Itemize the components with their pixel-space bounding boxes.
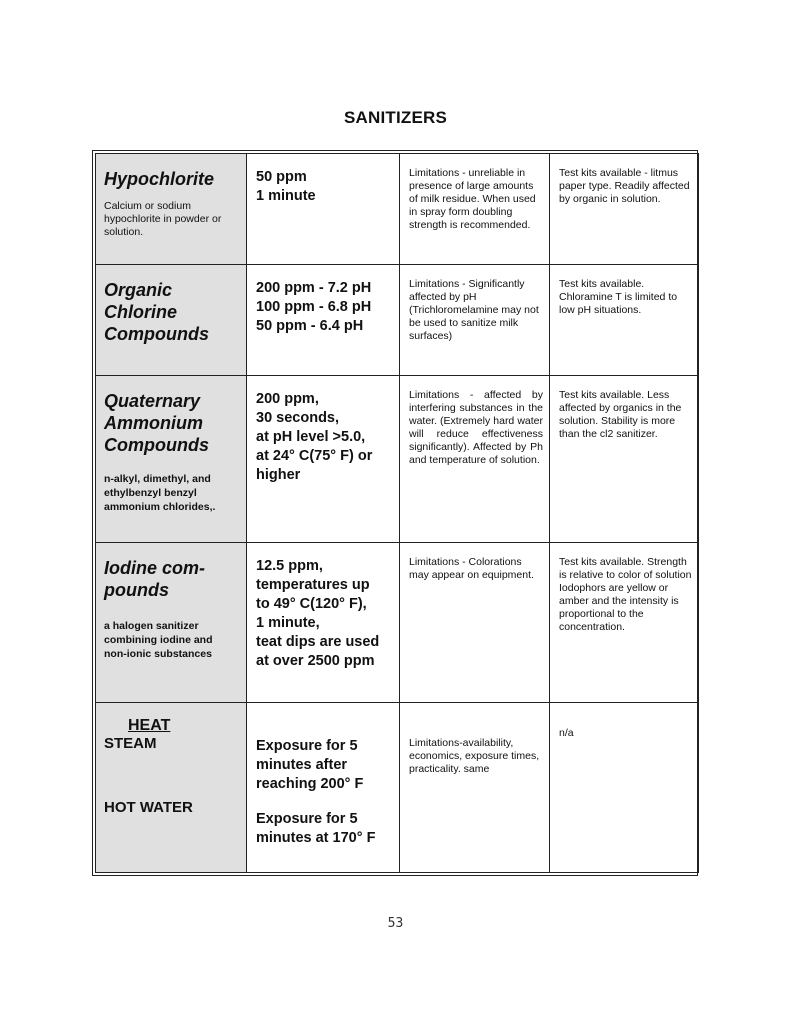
sanitizers-table [92,150,698,876]
concentration-line: at over 2500 ppm [256,652,375,669]
concentration-line: 50 ppm [256,169,307,185]
concentration-line: 12.5 ppm, [256,557,323,574]
sanitizer-name: Iodine com- [104,557,206,578]
concentration-line: teat dips are used [256,633,380,650]
concentration-line: higher [256,467,301,484]
table-row-quaternary-ammonium [96,376,699,542]
concentration-line: Exposure for 5 [256,810,358,827]
limitations-text: Limitations - Significantly affected by pH (Trichloromelamine may not be used to sanitize milk surfaces) [409,278,539,343]
sanitizer-name: Compounds [104,435,209,456]
concentration-line: 100 ppm - 6.8 pH [256,299,372,316]
testing-text: Test kits available. Less affected by organics in the solution. Stability is more than the cl2 sanitizer. [559,389,682,441]
concentration-line: reaching 200° F [256,775,364,792]
concentration-line: minutes after [256,756,348,773]
sanitizer-name: Chlorine [104,302,178,323]
concentration-line: 1 minute [256,188,316,204]
sanitizer-name: Quaternary [104,391,201,412]
concentration-line: 30 seconds, [256,410,340,427]
page-number: 53 [387,916,404,931]
testing-text: Test kits available. Chloramine T is limited to low pH situations. [559,278,678,317]
concentration-line: to 49° C(120° F), [256,595,367,612]
concentration-line: 1 minute, [256,614,320,631]
limitations-text: Limitations-availability, economics, exposure times, practicality. same [409,736,540,775]
concentration-line: at pH level >5.0, [256,429,366,446]
concentration-line: Exposure for 5 [256,737,358,754]
concentration-line: temperatures up [256,576,370,593]
testing-text: n/a [559,726,574,739]
sanitizer-description: ethylbenzyl benzyl [104,487,197,500]
page-title: SANITIZERS [343,108,448,127]
table-row-hypochlorite [96,154,699,265]
sanitizer-description: n-alkyl, dimethyl, and [104,473,211,486]
table-row-organic-chlorine [96,265,699,376]
concentration-line: 50 ppm - 6.4 pH [256,318,364,335]
table-row-iodine-compounds [96,542,699,702]
limitations-text: Limitations - unreliable in presence of large amounts of milk residue. When used in spray form doubling strength is recommended. [409,167,536,231]
sanitizer-name: pounds [104,579,169,600]
sanitizer-name: Organic [104,280,173,301]
sanitizer-description: a halogen sanitizer [104,619,199,632]
limitations-text: Limitations - affected by interfering substances in the water. (Extremely hard water will reduce effectiveness significantly). Affected by Ph and temperature of solution. [409,389,543,467]
concentration-line: at 24° C(75° F) or [256,448,373,465]
limitations-text: Limitations - Colorations may appear on equipment. [409,555,534,581]
concentration-line: 200 ppm - 7.2 pH [256,280,372,297]
concentration-line: 200 ppm, [256,391,319,408]
sanitizer-description: Calcium or sodium hypochlorite in powder or solution. [104,200,222,238]
sanitizer-description: ammonium chlorides,. [104,501,216,514]
sanitizer-name: Ammonium [104,413,203,434]
testing-text: Test kits available - litmus paper type. Readily affected by organic in solution. [559,167,690,205]
heat-heading: HEAT [128,716,171,734]
sanitizer-description: combining iodine and [104,633,213,646]
steam-label: STEAM [104,734,157,752]
table-row-heat [96,702,699,872]
sanitizer-name: Hypochlorite [104,169,215,189]
concentration-line: minutes at 170° F [256,829,376,846]
sanitizer-description: non-ionic substances [104,647,212,660]
sanitizer-name: Compounds [104,324,209,345]
hot-water-label: HOT WATER [104,798,193,816]
testing-text: Test kits available. Strength is relative to color of solution Iodophors are yellow or amber and the intensity is proportional to the concentration. [559,555,692,633]
